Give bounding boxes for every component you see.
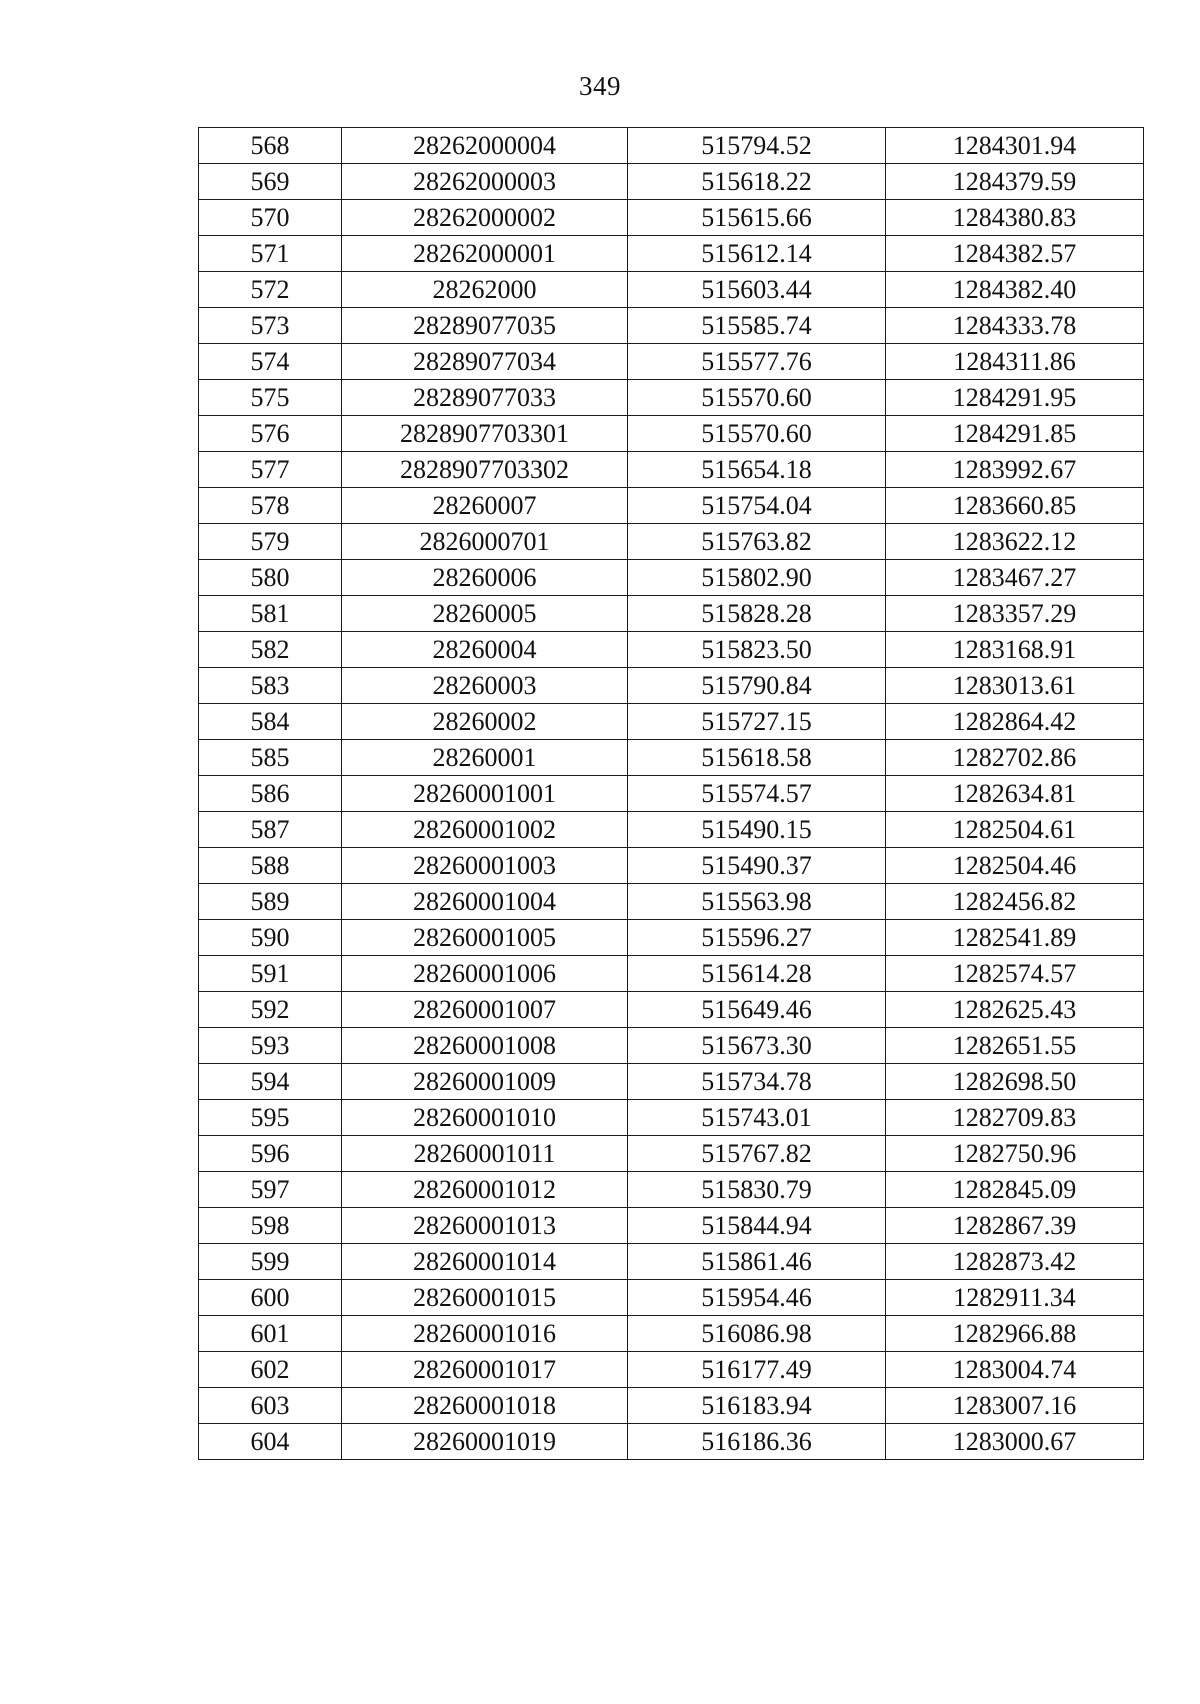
point-id-cell: 28260001007 <box>342 992 628 1028</box>
x-coordinate-cell: 515577.76 <box>628 344 886 380</box>
row-index-cell: 598 <box>199 1208 342 1244</box>
point-id-cell: 28260001003 <box>342 848 628 884</box>
x-coordinate-cell: 515861.46 <box>628 1244 886 1280</box>
x-coordinate-cell: 515618.58 <box>628 740 886 776</box>
row-index-cell: 583 <box>199 668 342 704</box>
table-row <box>199 632 1144 668</box>
table-row <box>199 560 1144 596</box>
point-id-cell: 28260005 <box>342 596 628 632</box>
y-coordinate-cell: 1283000.67 <box>886 1424 1144 1460</box>
y-coordinate-cell: 1282504.46 <box>886 848 1144 884</box>
table-row <box>199 740 1144 776</box>
x-coordinate-cell: 515490.15 <box>628 812 886 848</box>
point-id-cell: 28289077034 <box>342 344 628 380</box>
point-id-cell: 28260001012 <box>342 1172 628 1208</box>
y-coordinate-cell: 1283357.29 <box>886 596 1144 632</box>
table-row <box>199 704 1144 740</box>
y-coordinate-cell: 1284380.83 <box>886 200 1144 236</box>
row-index-cell: 588 <box>199 848 342 884</box>
point-id-cell: 28260004 <box>342 632 628 668</box>
x-coordinate-cell: 515790.84 <box>628 668 886 704</box>
x-coordinate-cell: 515763.82 <box>628 524 886 560</box>
table-row <box>199 488 1144 524</box>
row-index-cell: 572 <box>199 272 342 308</box>
row-index-cell: 592 <box>199 992 342 1028</box>
row-index-cell: 584 <box>199 704 342 740</box>
row-index-cell: 576 <box>199 416 342 452</box>
x-coordinate-cell: 516086.98 <box>628 1316 886 1352</box>
x-coordinate-cell: 515654.18 <box>628 452 886 488</box>
table-row <box>199 1388 1144 1424</box>
y-coordinate-cell: 1282625.43 <box>886 992 1144 1028</box>
row-index-cell: 587 <box>199 812 342 848</box>
coordinates-table-body <box>199 128 1144 1460</box>
point-id-cell: 28260001001 <box>342 776 628 812</box>
row-index-cell: 582 <box>199 632 342 668</box>
table-row <box>199 236 1144 272</box>
row-index-cell: 580 <box>199 560 342 596</box>
row-index-cell: 574 <box>199 344 342 380</box>
table-row <box>199 992 1144 1028</box>
row-index-cell: 603 <box>199 1388 342 1424</box>
y-coordinate-cell: 1282845.09 <box>886 1172 1144 1208</box>
x-coordinate-cell: 515649.46 <box>628 992 886 1028</box>
table-row <box>199 776 1144 812</box>
row-index-cell: 581 <box>199 596 342 632</box>
y-coordinate-cell: 1284379.59 <box>886 164 1144 200</box>
table-row <box>199 1028 1144 1064</box>
row-index-cell: 601 <box>199 1316 342 1352</box>
point-id-cell: 28262000004 <box>342 128 628 164</box>
x-coordinate-cell: 515727.15 <box>628 704 886 740</box>
point-id-cell: 28260001006 <box>342 956 628 992</box>
x-coordinate-cell: 515830.79 <box>628 1172 886 1208</box>
table-row <box>199 1316 1144 1352</box>
table-row <box>199 1172 1144 1208</box>
point-id-cell: 28260001018 <box>342 1388 628 1424</box>
x-coordinate-cell: 516186.36 <box>628 1424 886 1460</box>
table-row <box>199 1280 1144 1316</box>
y-coordinate-cell: 1282750.96 <box>886 1136 1144 1172</box>
table-row <box>199 920 1144 956</box>
x-coordinate-cell: 515794.52 <box>628 128 886 164</box>
y-coordinate-cell: 1282651.55 <box>886 1028 1144 1064</box>
row-index-cell: 597 <box>199 1172 342 1208</box>
point-id-cell: 28289077035 <box>342 308 628 344</box>
point-id-cell: 28260001011 <box>342 1136 628 1172</box>
y-coordinate-cell: 1284382.40 <box>886 272 1144 308</box>
point-id-cell: 28260007 <box>342 488 628 524</box>
table-row <box>199 812 1144 848</box>
x-coordinate-cell: 515844.94 <box>628 1208 886 1244</box>
table-row <box>199 1064 1144 1100</box>
x-coordinate-cell: 515673.30 <box>628 1028 886 1064</box>
y-coordinate-cell: 1282709.83 <box>886 1100 1144 1136</box>
x-coordinate-cell: 515754.04 <box>628 488 886 524</box>
x-coordinate-cell: 515563.98 <box>628 884 886 920</box>
y-coordinate-cell: 1283007.16 <box>886 1388 1144 1424</box>
row-index-cell: 590 <box>199 920 342 956</box>
table-row <box>199 452 1144 488</box>
point-id-cell: 28260002 <box>342 704 628 740</box>
point-id-cell: 28260001019 <box>342 1424 628 1460</box>
row-index-cell: 568 <box>199 128 342 164</box>
y-coordinate-cell: 1282867.39 <box>886 1208 1144 1244</box>
row-index-cell: 596 <box>199 1136 342 1172</box>
y-coordinate-cell: 1282911.34 <box>886 1280 1144 1316</box>
table-row <box>199 308 1144 344</box>
x-coordinate-cell: 516183.94 <box>628 1388 886 1424</box>
coordinates-table <box>198 127 1144 1460</box>
row-index-cell: 585 <box>199 740 342 776</box>
point-id-cell: 28260001008 <box>342 1028 628 1064</box>
point-id-cell: 28289077033 <box>342 380 628 416</box>
y-coordinate-cell: 1282541.89 <box>886 920 1144 956</box>
point-id-cell: 28260006 <box>342 560 628 596</box>
table-row <box>199 1208 1144 1244</box>
y-coordinate-cell: 1283622.12 <box>886 524 1144 560</box>
y-coordinate-cell: 1282864.42 <box>886 704 1144 740</box>
y-coordinate-cell: 1284301.94 <box>886 128 1144 164</box>
x-coordinate-cell: 515954.46 <box>628 1280 886 1316</box>
y-coordinate-cell: 1284311.86 <box>886 344 1144 380</box>
x-coordinate-cell: 515615.66 <box>628 200 886 236</box>
point-id-cell: 28260001004 <box>342 884 628 920</box>
x-coordinate-cell: 515570.60 <box>628 380 886 416</box>
point-id-cell: 2828907703301 <box>342 416 628 452</box>
row-index-cell: 599 <box>199 1244 342 1280</box>
x-coordinate-cell: 515612.14 <box>628 236 886 272</box>
table-row <box>199 272 1144 308</box>
x-coordinate-cell: 515585.74 <box>628 308 886 344</box>
x-coordinate-cell: 515767.82 <box>628 1136 886 1172</box>
x-coordinate-cell: 515618.22 <box>628 164 886 200</box>
point-id-cell: 28260001009 <box>342 1064 628 1100</box>
row-index-cell: 593 <box>199 1028 342 1064</box>
y-coordinate-cell: 1284382.57 <box>886 236 1144 272</box>
row-index-cell: 591 <box>199 956 342 992</box>
row-index-cell: 589 <box>199 884 342 920</box>
x-coordinate-cell: 515614.28 <box>628 956 886 992</box>
table-row <box>199 1100 1144 1136</box>
point-id-cell: 28260001010 <box>342 1100 628 1136</box>
point-id-cell: 28262000003 <box>342 164 628 200</box>
y-coordinate-cell: 1284291.95 <box>886 380 1144 416</box>
y-coordinate-cell: 1283467.27 <box>886 560 1144 596</box>
y-coordinate-cell: 1282634.81 <box>886 776 1144 812</box>
row-index-cell: 579 <box>199 524 342 560</box>
point-id-cell: 28262000002 <box>342 200 628 236</box>
y-coordinate-cell: 1283004.74 <box>886 1352 1144 1388</box>
x-coordinate-cell: 515828.28 <box>628 596 886 632</box>
x-coordinate-cell: 515734.78 <box>628 1064 886 1100</box>
point-id-cell: 28260001017 <box>342 1352 628 1388</box>
row-index-cell: 570 <box>199 200 342 236</box>
row-index-cell: 600 <box>199 1280 342 1316</box>
table-row <box>199 128 1144 164</box>
table-row <box>199 1424 1144 1460</box>
table-row <box>199 956 1144 992</box>
table-row <box>199 1244 1144 1280</box>
x-coordinate-cell: 515823.50 <box>628 632 886 668</box>
y-coordinate-cell: 1282698.50 <box>886 1064 1144 1100</box>
x-coordinate-cell: 515570.60 <box>628 416 886 452</box>
row-index-cell: 595 <box>199 1100 342 1136</box>
y-coordinate-cell: 1284333.78 <box>886 308 1144 344</box>
y-coordinate-cell: 1283992.67 <box>886 452 1144 488</box>
point-id-cell: 28260001014 <box>342 1244 628 1280</box>
row-index-cell: 571 <box>199 236 342 272</box>
y-coordinate-cell: 1282966.88 <box>886 1316 1144 1352</box>
table-row <box>199 164 1144 200</box>
table-row <box>199 1352 1144 1388</box>
point-id-cell: 28262000 <box>342 272 628 308</box>
row-index-cell: 602 <box>199 1352 342 1388</box>
y-coordinate-cell: 1283168.91 <box>886 632 1144 668</box>
table-row <box>199 416 1144 452</box>
y-coordinate-cell: 1282574.57 <box>886 956 1144 992</box>
point-id-cell: 28260001 <box>342 740 628 776</box>
row-index-cell: 586 <box>199 776 342 812</box>
table-row <box>199 1136 1144 1172</box>
x-coordinate-cell: 515596.27 <box>628 920 886 956</box>
table-row <box>199 848 1144 884</box>
x-coordinate-cell: 515490.37 <box>628 848 886 884</box>
x-coordinate-cell: 516177.49 <box>628 1352 886 1388</box>
y-coordinate-cell: 1283013.61 <box>886 668 1144 704</box>
y-coordinate-cell: 1282504.61 <box>886 812 1144 848</box>
x-coordinate-cell: 515574.57 <box>628 776 886 812</box>
row-index-cell: 573 <box>199 308 342 344</box>
row-index-cell: 569 <box>199 164 342 200</box>
y-coordinate-cell: 1282456.82 <box>886 884 1144 920</box>
point-id-cell: 28260001002 <box>342 812 628 848</box>
x-coordinate-cell: 515802.90 <box>628 560 886 596</box>
row-index-cell: 575 <box>199 380 342 416</box>
table-row <box>199 884 1144 920</box>
table-row <box>199 668 1144 704</box>
table-row <box>199 344 1144 380</box>
row-index-cell: 578 <box>199 488 342 524</box>
row-index-cell: 594 <box>199 1064 342 1100</box>
table-row <box>199 596 1144 632</box>
point-id-cell: 2826000701 <box>342 524 628 560</box>
y-coordinate-cell: 1284291.85 <box>886 416 1144 452</box>
y-coordinate-cell: 1283660.85 <box>886 488 1144 524</box>
point-id-cell: 28260001016 <box>342 1316 628 1352</box>
table-row <box>199 524 1144 560</box>
point-id-cell: 28262000001 <box>342 236 628 272</box>
y-coordinate-cell: 1282702.86 <box>886 740 1144 776</box>
row-index-cell: 577 <box>199 452 342 488</box>
table-row <box>199 200 1144 236</box>
page-number: 349 <box>579 71 621 101</box>
point-id-cell: 28260001015 <box>342 1280 628 1316</box>
point-id-cell: 28260001013 <box>342 1208 628 1244</box>
y-coordinate-cell: 1282873.42 <box>886 1244 1144 1280</box>
x-coordinate-cell: 515603.44 <box>628 272 886 308</box>
point-id-cell: 28260001005 <box>342 920 628 956</box>
point-id-cell: 28260003 <box>342 668 628 704</box>
table-row <box>199 380 1144 416</box>
row-index-cell: 604 <box>199 1424 342 1460</box>
point-id-cell: 2828907703302 <box>342 452 628 488</box>
x-coordinate-cell: 515743.01 <box>628 1100 886 1136</box>
